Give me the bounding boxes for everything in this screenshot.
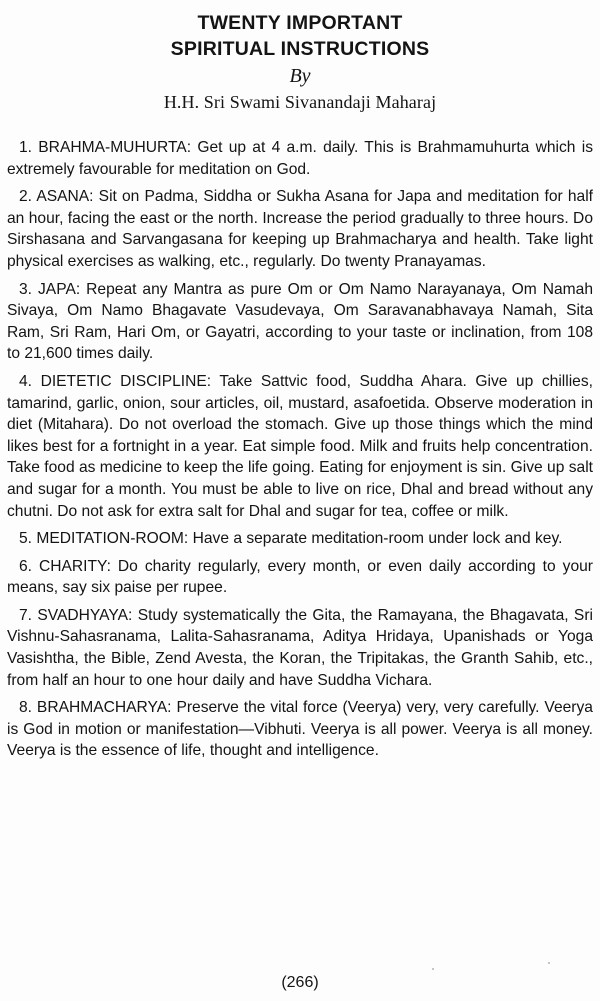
instruction-item [7,279,593,365]
page-number: (266) [281,974,319,991]
instruction-heading: CHARITY: [39,557,111,575]
instruction-text: Take Sattvic food, Suddha Ahara. Give up chillies, tamarind, garlic, onion, sour articles, oil, mustard, asafoetida. Observe moderation in diet (Mitahara). Do not overload the stomach. Give up those things which the mind likes best for a fortnight in a year. Eat simple food. Milk and fruits help concentration. Take food as medicine to keep the life going. Eating for enjoyment is sin. Give up salt and sugar for a month. You must be able to live on rice, Dhal and bread without any chutni. Do not ask for extra salt for Dhal and sugar for tea, coffee or milk. [7,372,593,520]
instruction-number: 5. [19,530,33,548]
instruction-list [7,137,593,768]
instruction-heading: BRAHMACHARYA: [36,699,172,717]
instruction-number: 4. [19,372,33,390]
instruction-heading: BRAHMA-MUHURTA: [38,139,192,156]
scan-speck [548,962,550,964]
page-title-line-2: SPIRITUAL INSTRUCTIONS [170,38,430,60]
instruction-item [7,528,593,550]
instruction-item [7,186,593,272]
instruction-number: 7. [19,606,33,624]
instruction-heading: ASANA: [36,188,94,206]
instruction-heading: MEDITATION-ROOM: [36,530,189,548]
instruction-item [7,697,593,762]
page-title-line-1: TWENTY IMPORTANT [197,12,403,34]
instruction-text: Sit on Padma, Siddha or Sukha Asana for Japa and meditation for half an hour, facing the east or the north. Increase the period gradually to three hours. Do Sirshasana and Sarvangasana for keeping up Brahmacharya and health. Take light physical exercises as walking, etc., regularly. Do twenty Pranayamas. [7,188,593,270]
instruction-heading: JAPA: [38,280,81,298]
instruction-text: Study systematically the Gita, the Ramayana, the Bhagavata, Sri Vishnu-Sahasranama, Lalita-Sahasranama, Aditya Hridaya, Upanishads or Yoga Vasishtha, the Bible, Zend Avesta, the Koran, the Tripitakas, the Granth Sahib, etc., from half an hour to one hour daily and have Suddha Vichara. [7,606,593,689]
instruction-number: 3. [19,280,33,298]
instruction-number: 2. [19,188,33,206]
instruction-text: Do charity regularly, every month, or even daily according to your means, say six paise per rupee. [7,557,593,597]
instruction-item [7,137,593,180]
instruction-text: Preserve the vital force (Veerya) very, very carefully. Veerya is God in motion or manifestation—Vibhuti. Veerya is all power. Veerya is all money. Veerya is the essence of life, thought and intelligence. [7,699,593,760]
instruction-text: Have a separate meditation-room under lock and key. [192,530,563,548]
scan-speck [432,968,434,970]
instruction-text: Repeat any Mantra as pure Om or Om Namo Narayanaya, Om Namah Sivaya, Om Namo Bhagavate Vasudevaya, Om Saravanabhavaya Namah, Sita Ram, Sri Ram, Hari Om, or Gayatri, according to your taste or inclination, from 108 to 21,600 times daily. [7,280,593,363]
instruction-item [7,556,593,599]
instruction-item [7,605,593,691]
byline: By [289,65,311,87]
instruction-heading: SVADHYAYA: [37,606,133,624]
instruction-text: Get up at 4 a.m. daily. This is Brahmamuhurta which is extremely favourable for meditation on God. [7,139,593,178]
instruction-number: 8. [19,699,33,717]
instruction-number: 1. [19,139,33,156]
instruction-number: 6. [19,557,33,575]
instruction-item [7,371,593,522]
instruction-heading: DIETETIC DISCIPLINE: [40,372,212,390]
author-name: H.H. Sri Swami Sivanandaji Maharaj [163,92,437,112]
